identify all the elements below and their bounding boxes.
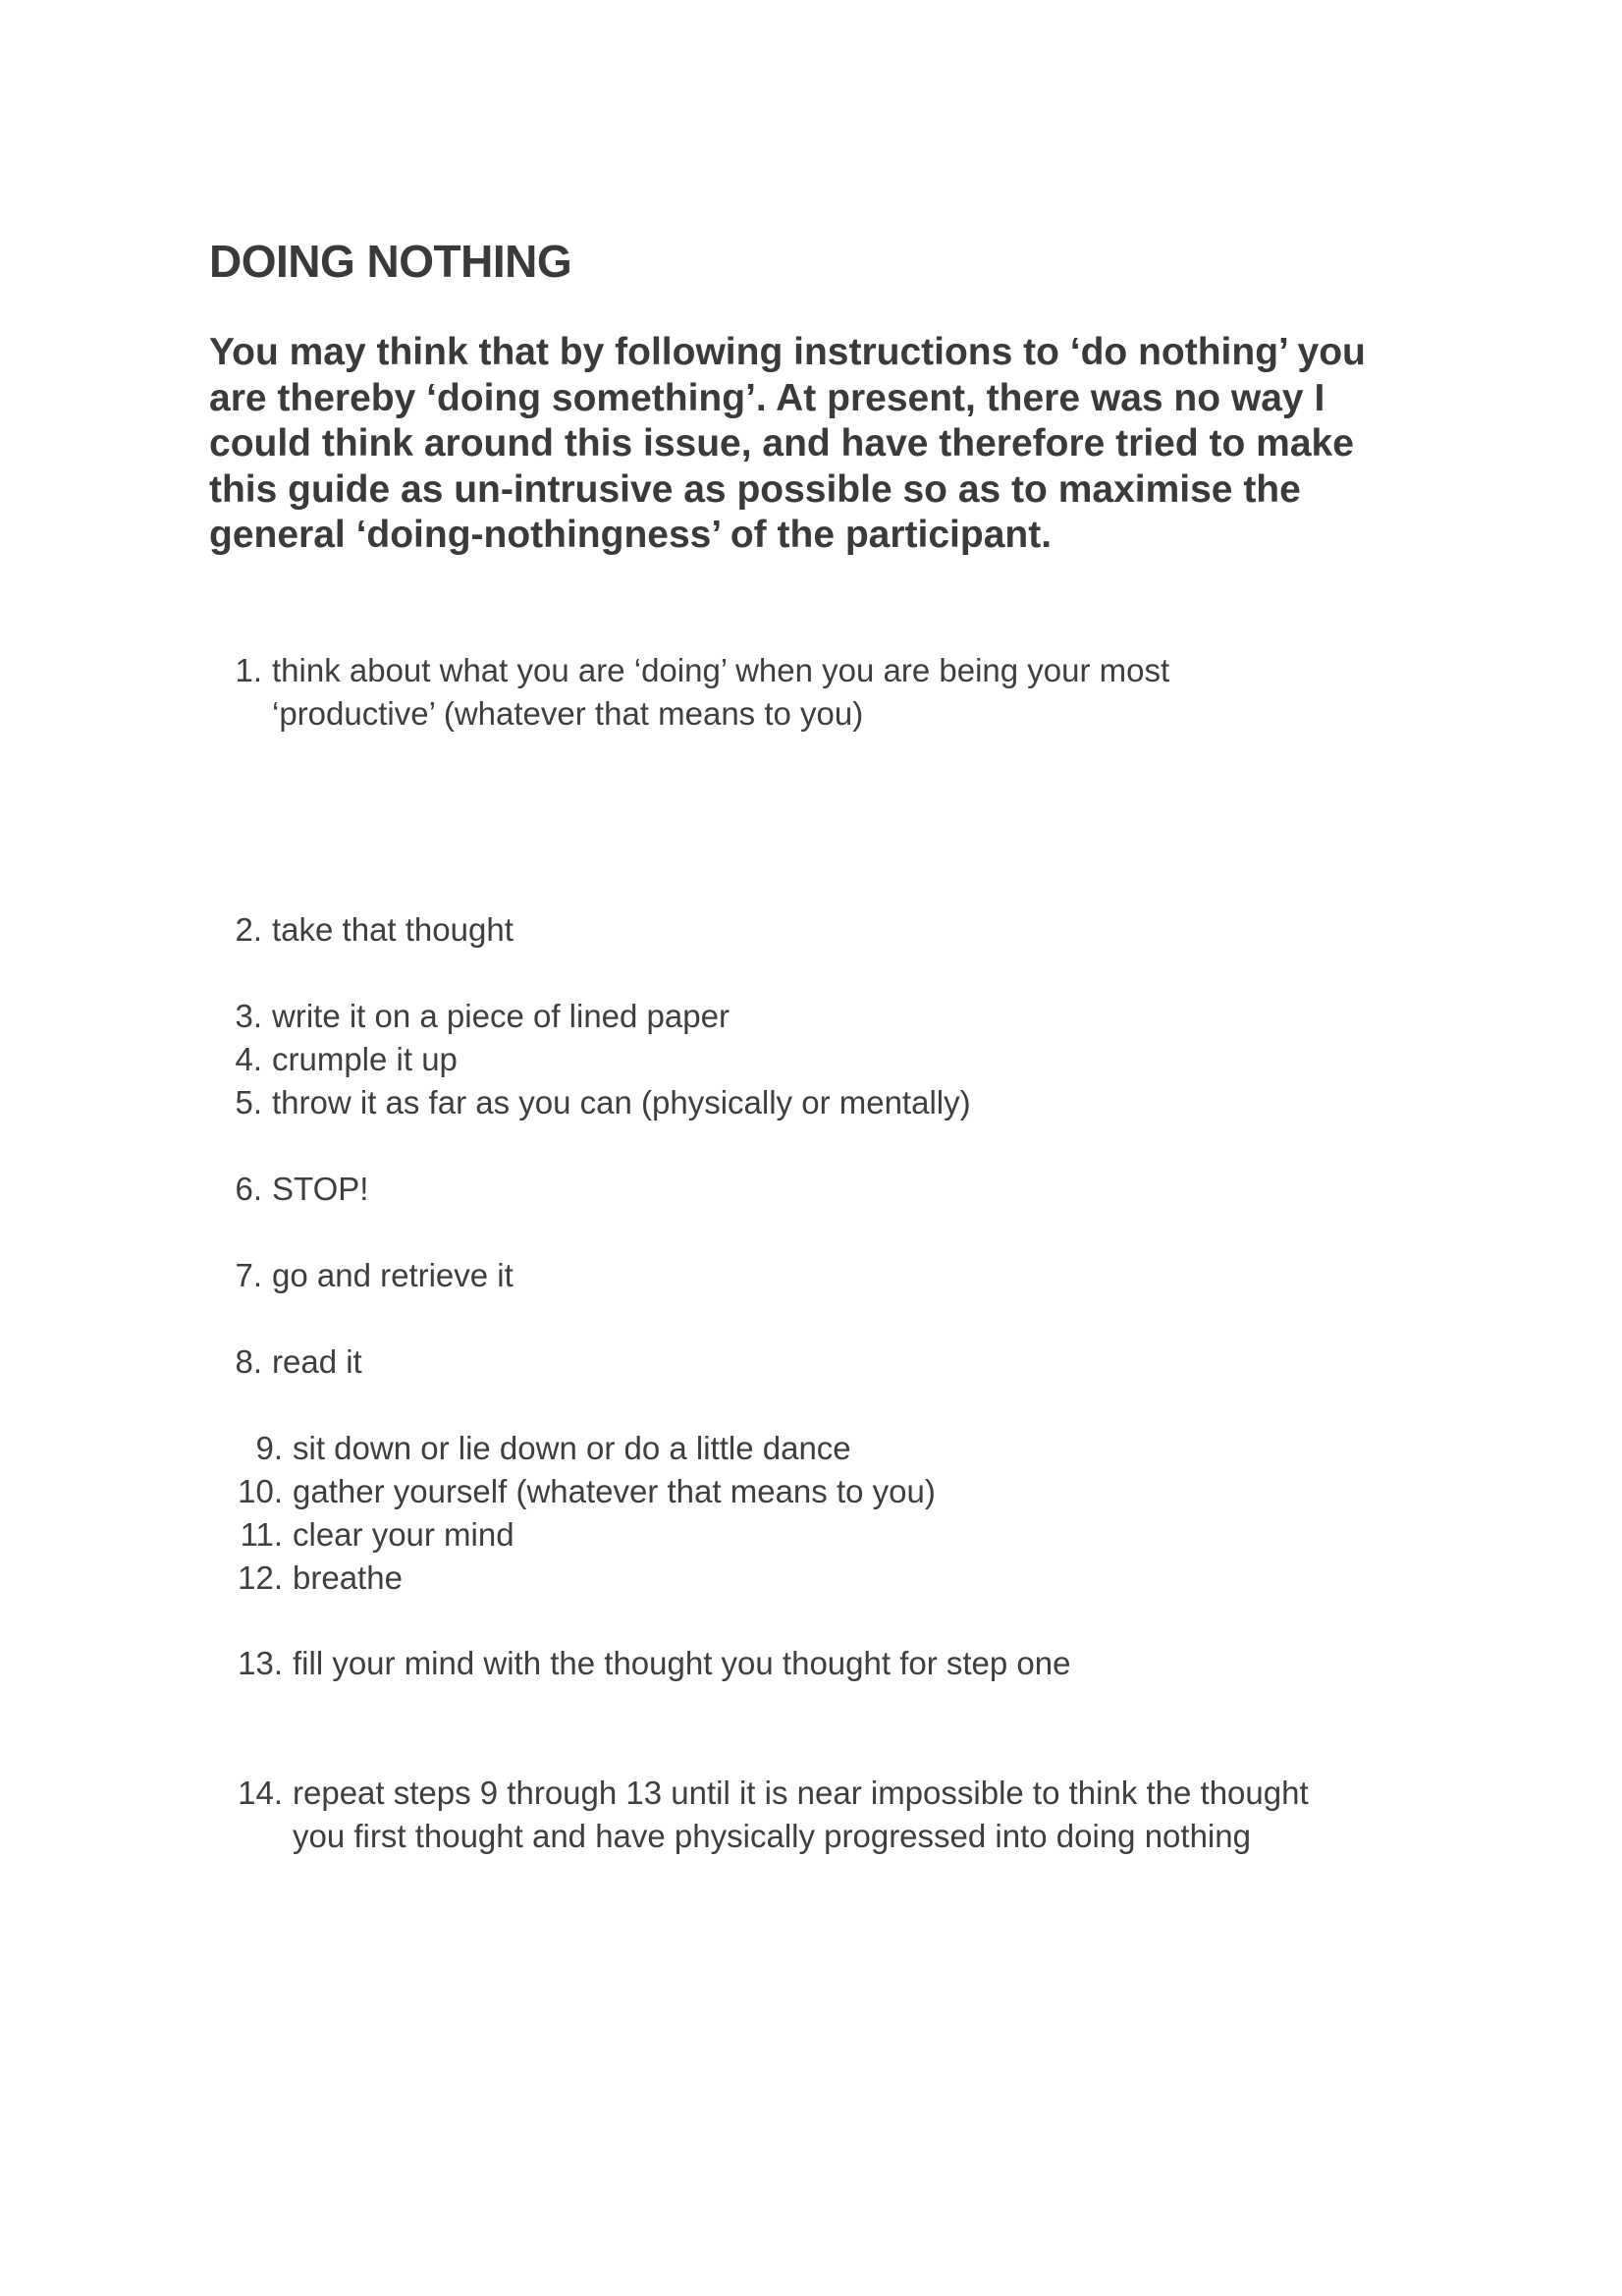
step-text: go and retrieve it — [272, 1257, 514, 1293]
intro-line: this guide as un-intrusive as possible so as to maximise the — [209, 467, 1301, 511]
step-text — [272, 649, 1169, 736]
step-text: fill your mind with the thought you thought for step one — [293, 1645, 1071, 1681]
step-number: 1. — [235, 652, 262, 688]
step-text-line: think about what you are ‘doing’ when you are being your most — [272, 652, 1170, 688]
step-number: 5. — [235, 1084, 262, 1121]
step-text: write it on a piece of lined paper — [272, 998, 730, 1034]
step-number: 8. — [235, 1343, 262, 1380]
step-text-line: you first thought and have physically progressed into doing nothing — [293, 1818, 1251, 1854]
step-number: 11. — [240, 1516, 283, 1553]
intro-line: could think around this issue, and have therefore tried to make — [209, 422, 1354, 465]
step-text — [293, 1772, 1309, 1858]
step-text: throw it as far as you can (physically or mentally) — [272, 1084, 971, 1121]
step-number: 4. — [235, 1041, 262, 1077]
step-number: 3. — [235, 998, 262, 1034]
step-text: clear your mind — [293, 1516, 514, 1553]
step-number: 2. — [235, 911, 262, 948]
step-text: read it — [272, 1343, 362, 1380]
intro-line: are thereby ‘doing something’. At present, there was no way I — [209, 376, 1325, 419]
step-number: 9. — [255, 1430, 283, 1466]
step-text-line: ‘productive’ (whatever that means to you) — [272, 695, 864, 732]
step-number: 14. — [238, 1775, 283, 1811]
intro-line: general ‘doing-nothingness’ of the participant. — [209, 514, 1053, 556]
step-text-line: repeat steps 9 through 13 until it is near impossible to think the thought — [293, 1775, 1309, 1811]
step-text: STOP! — [272, 1171, 369, 1207]
step-text: sit down or lie down or do a little dance — [293, 1430, 851, 1466]
intro-line: You may think that by following instructions to ‘do nothing’ you — [209, 331, 1366, 373]
step-text: gather yourself (whatever that means to you) — [293, 1473, 936, 1509]
step-text: crumple it up — [272, 1041, 458, 1077]
step-number: 13. — [238, 1645, 283, 1681]
step-text: take that thought — [272, 911, 514, 948]
step-number: 6. — [235, 1171, 262, 1207]
step-text: breathe — [293, 1559, 403, 1596]
step-number: 10. — [238, 1473, 283, 1509]
document-title: DOING NOTHING — [209, 236, 572, 287]
step-number: 12. — [238, 1559, 283, 1596]
intro-paragraph — [209, 330, 1417, 559]
step-number: 7. — [235, 1257, 262, 1293]
